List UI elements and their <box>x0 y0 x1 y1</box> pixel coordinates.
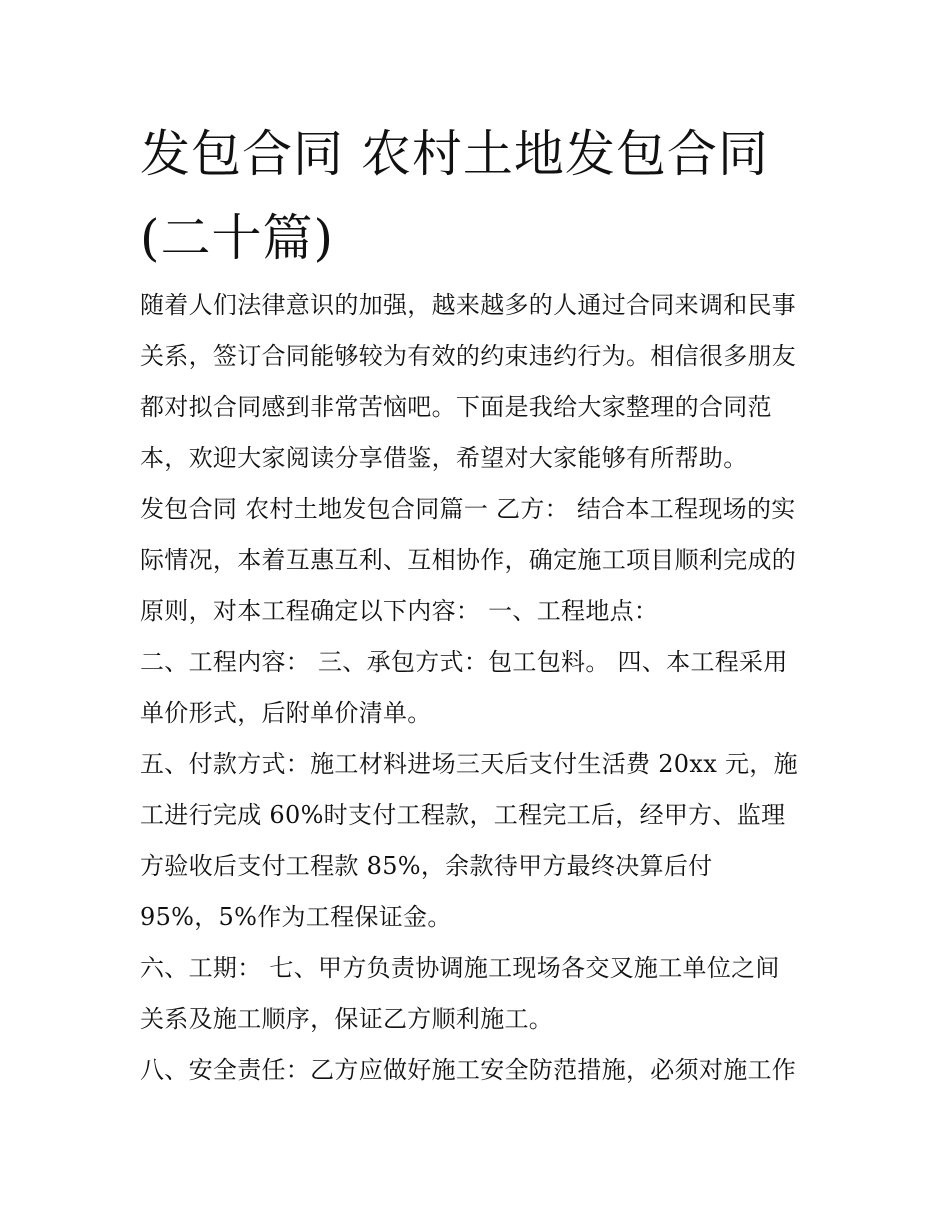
body-line: 随着人们法律意识的加强，越来越多的人通过合同来调和民事 <box>140 291 797 319</box>
body-line: 都对拟合同感到非常苦恼吧。下面是我给大家整理的合同范 <box>140 393 772 421</box>
body-line: 原则，对本工程确定以下内容： 一、工程地点： <box>140 597 659 625</box>
body-line: 关系及施工顺序，保证乙方顺利施工。 <box>140 1005 554 1033</box>
document-title <box>140 112 820 280</box>
body-line: 单价形式，后附单价清单。 <box>140 699 432 727</box>
body-line: 方验收后支付工程款 85%，余款待甲方最终决算后付 <box>140 852 713 880</box>
body-line: 95%，5%作为工程保证金。 <box>140 903 452 931</box>
body-line: 发包合同 农村土地发包合同篇一 乙方： 结合本工程现场的实 <box>140 495 796 523</box>
body-line: 二、工程内容： 三、承包方式：包工包料。 四、本工程采用 <box>140 648 788 676</box>
body-line: 工进行完成 60%时支付工程款，工程完工后，经甲方、监理 <box>140 801 786 829</box>
body-line: 八、安全责任：乙方应做好施工安全防范措施，必须对施工作 <box>140 1056 797 1084</box>
body-line: 六、工期： 七、甲方负责协调施工现场各交叉施工单位之间 <box>140 954 780 982</box>
title-line-2: (二十篇) <box>140 209 335 267</box>
body-line: 际情况，本着互惠互利、互相协作，确定施工项目顺利完成的 <box>140 546 797 574</box>
body-line: 五、付款方式：施工材料进场三天后支付生活费 20xx 元，施 <box>140 750 798 778</box>
title-line-1: 发包合同 农村土地发包合同 <box>140 125 769 183</box>
document-body <box>140 280 830 1096</box>
body-line: 关系，签订合同能够较为有效的约束违约行为。相信很多朋友 <box>140 342 797 370</box>
body-line: 本，欢迎大家阅读分享借鉴，希望对大家能够有所帮助。 <box>140 444 748 472</box>
